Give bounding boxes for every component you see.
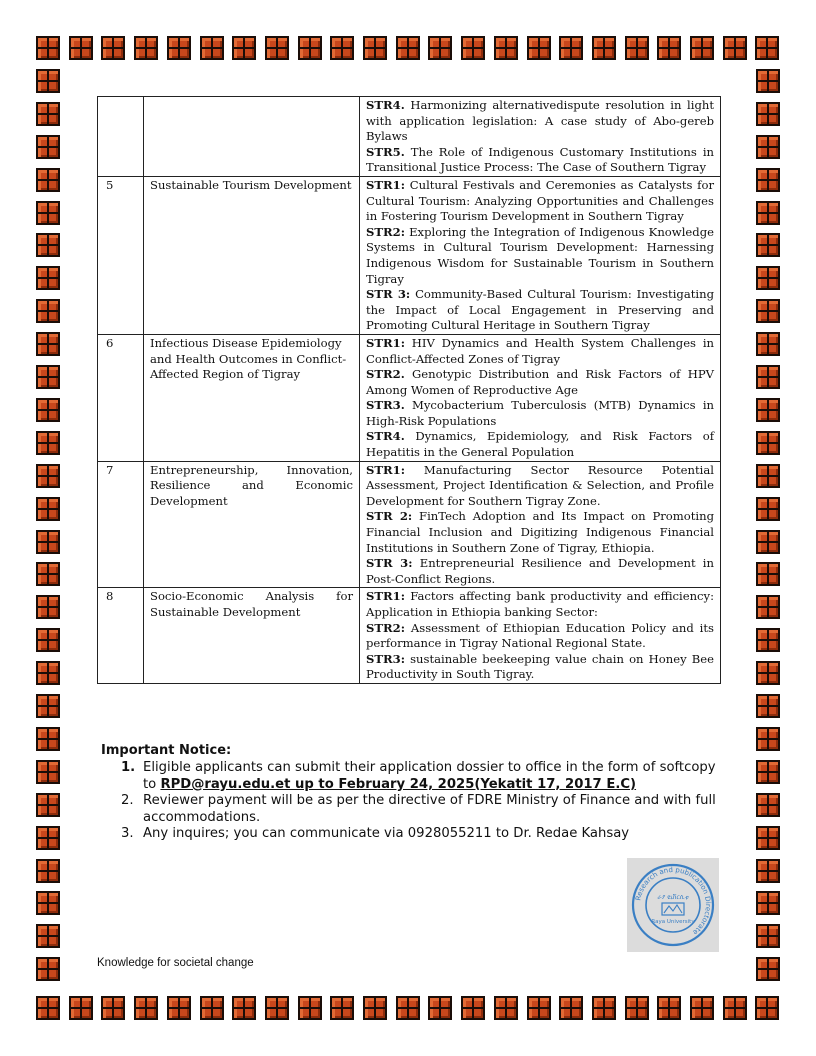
thematic-area [144, 97, 360, 177]
sub-theme-title: The Role of Indigenous Customary Institutions in Transitional Justice Process: The Case of Southern Tigray [366, 144, 714, 175]
sub-theme-item [366, 367, 714, 398]
border-cube [559, 36, 583, 60]
border-cube [36, 957, 60, 981]
sub-theme-code: STR1: [366, 335, 405, 350]
border-cube [461, 996, 485, 1020]
sub-theme-item [366, 509, 714, 556]
border-cube [101, 996, 125, 1020]
border-cube [265, 996, 289, 1020]
sub-theme-item [366, 463, 714, 510]
border-cube [69, 36, 93, 60]
sub-theme-code: STR2: [366, 224, 405, 239]
submission-email-deadline[interactable]: RPD@rayu.edu.et up to February 24, 2025(Yekatit 17, 2017 E.C) [160, 776, 637, 792]
sub-theme-code: STR1: [366, 462, 405, 477]
sub-theme-item [366, 398, 714, 429]
border-cube [494, 36, 518, 60]
sub-theme-code: STR 3: [366, 287, 411, 302]
border-cube [625, 996, 649, 1020]
border-cube [396, 996, 420, 1020]
border-cube [298, 36, 322, 60]
border-cube [330, 996, 354, 1020]
border-cube [756, 233, 780, 257]
sub-theme-title: Community-Based Cultural Tourism: Investigating the Impact of Local Engagement in Preserving and Promoting Cultural Heritage in Southern Tigray [366, 287, 714, 333]
border-cube [494, 996, 518, 1020]
sub-theme-title: FinTech Adoption and Its Impact on Promoting Financial Inclusion and Digitizing Indigenous Financial Institutions in Southern Zone of Tigray, Ethiopia. [366, 509, 714, 555]
border-cube [134, 996, 158, 1020]
border-cube [756, 694, 780, 718]
sub-theme-code: STR2. [366, 367, 405, 382]
seal-ring-text: Research and publication Directorate [634, 865, 713, 937]
border-cube [36, 36, 60, 60]
sub-theme-code: STR5. [366, 144, 405, 159]
notice-text: Eligible applicants can submit their application dossier to office in the form of softcopy to [143, 760, 716, 792]
sub-theme-title: Factors affecting bank productivity and efficiency: Application in Ethiopia banking Sector: [366, 589, 714, 619]
thematic-area: Sustainable Tourism Development [144, 176, 360, 334]
border-cube [36, 562, 60, 586]
sub-theme-code: STR1: [366, 177, 405, 192]
thematic-area: Entrepreneurship, Innovation, Resilience and Economic Development [144, 461, 360, 588]
border-cube [755, 36, 779, 60]
border-cube [428, 996, 452, 1020]
sub-thematic-areas [360, 334, 721, 461]
border-cube [756, 431, 780, 455]
border-cube [755, 996, 779, 1020]
border-cube [527, 996, 551, 1020]
sub-theme-title: Mycobacterium Tuberculosis (MTB) Dynamics in High-Risk Populations [366, 398, 714, 428]
table-row [98, 334, 721, 461]
border-cube [36, 628, 60, 652]
seal-top-text: ራያ ዩኒቨርሲቲ [657, 894, 689, 901]
border-cube [330, 36, 354, 60]
sub-theme-code: STR3. [366, 398, 405, 413]
border-cube [657, 36, 681, 60]
border-cube [36, 233, 60, 257]
border-cube [756, 102, 780, 126]
sub-theme-code: STR 3: [366, 556, 413, 571]
border-cube [756, 135, 780, 159]
border-cube [756, 497, 780, 521]
sub-theme-item [366, 225, 714, 287]
sub-thematic-areas [360, 461, 721, 588]
seal-bottom-text: Raya University [651, 919, 695, 925]
border-cube [36, 266, 60, 290]
table-row [98, 588, 721, 684]
sub-theme-title: Exploring the Integration of Indigenous Knowledge Systems in Cultural Tourism Development: Harnessing Indigenous Wisdom for Sustainable Tourism in Southern Tigray [366, 224, 714, 286]
sub-theme-item [366, 429, 714, 460]
border-cube [756, 562, 780, 586]
border-cube [756, 727, 780, 751]
notice-text: Reviewer payment will be as per the directive of FDRE Ministry of Finance and with full accommodations. [143, 793, 716, 825]
official-seal [627, 858, 719, 952]
border-cube [200, 36, 224, 60]
border-cube [101, 36, 125, 60]
border-cube [36, 69, 60, 93]
row-number: 7 [98, 461, 144, 588]
table-row [98, 97, 721, 177]
notice-text: Any inquires; you can communicate via 0928055211 to Dr. Redae Kahsay [143, 826, 630, 842]
border-cube [36, 727, 60, 751]
sub-theme-code: STR2: [366, 620, 405, 635]
border-cube [756, 793, 780, 817]
border-cube [756, 859, 780, 883]
border-cube [36, 661, 60, 685]
border-cube [363, 36, 387, 60]
row-number: 6 [98, 334, 144, 461]
border-cube [527, 36, 551, 60]
border-cube [36, 595, 60, 619]
border-cube [36, 924, 60, 948]
border-cube [756, 332, 780, 356]
row-number: 8 [98, 588, 144, 684]
border-cube [36, 365, 60, 389]
border-cube [461, 36, 485, 60]
sub-theme-title: Manufacturing Sector Resource Potential Assessment, Project Identification & Selection, and Profile Development for Southern Tigray Zone. [366, 462, 714, 508]
border-cube [756, 924, 780, 948]
border-cube [265, 36, 289, 60]
sub-theme-code: STR 2: [366, 509, 413, 524]
sub-thematic-areas [360, 588, 721, 684]
border-cube [36, 826, 60, 850]
border-cube [36, 996, 60, 1020]
border-cube [36, 102, 60, 126]
border-cube [592, 996, 616, 1020]
sub-theme-title: Cultural Festivals and Ceremonies as Catalysts for Cultural Tourism: Analyzing Opportunities and Challenges in Fostering Tourism Development in Southern Tigray [366, 177, 714, 224]
sub-theme-item [366, 178, 714, 225]
border-cube [657, 996, 681, 1020]
border-cube [756, 299, 780, 323]
sub-theme-item [366, 621, 714, 652]
sub-theme-title: Dynamics, Epidemiology, and Risk Factors of Hepatitis in the General Population [366, 429, 714, 460]
research-themes-table [97, 96, 721, 684]
notice-number: 2. [121, 793, 134, 809]
border-cube [36, 201, 60, 225]
border-cube [36, 431, 60, 455]
border-cube [36, 299, 60, 323]
notice-item-1 [101, 760, 731, 793]
border-cube [298, 996, 322, 1020]
border-cube [200, 996, 224, 1020]
border-cube [756, 760, 780, 784]
border-cube [756, 661, 780, 685]
border-cube [428, 36, 452, 60]
sub-theme-title: HIV Dynamics and Health System Challenges in Conflict-Affected Zones of Tigray [366, 335, 714, 366]
notice-item-2 [101, 793, 731, 826]
border-cube [167, 36, 191, 60]
border-cube [69, 996, 93, 1020]
sub-theme-item [366, 589, 714, 620]
thematic-area: Socio-Economic Analysis for Sustainable Development [144, 588, 360, 684]
border-cube [36, 332, 60, 356]
border-cube [756, 826, 780, 850]
sub-theme-item [366, 336, 714, 367]
border-cube [756, 168, 780, 192]
border-cube [36, 497, 60, 521]
sub-theme-code: STR1: [366, 589, 405, 604]
row-number [98, 97, 144, 177]
border-cube [36, 168, 60, 192]
border-cube [559, 996, 583, 1020]
sub-theme-item [366, 556, 714, 587]
sub-theme-title: Entrepreneurial Resilience and Development in Post-Conflict Regions. [366, 556, 714, 586]
seal-icon [631, 863, 715, 947]
border-cube [756, 69, 780, 93]
border-cube [756, 266, 780, 290]
border-cube [36, 793, 60, 817]
notice-number: 1. [121, 760, 136, 775]
sub-theme-item [366, 287, 714, 334]
notice-number: 3. [121, 826, 134, 842]
border-cube [36, 760, 60, 784]
sub-theme-code: STR3: [366, 651, 405, 666]
border-cube [756, 595, 780, 619]
border-cube [167, 996, 191, 1020]
footer-motto: Knowledge for societal change [97, 957, 254, 969]
sub-theme-title: Assessment of Ethiopian Education Policy and its performance in Tigray National Regional State. [366, 620, 714, 651]
notice-item-3 [101, 826, 731, 843]
sub-theme-code: STR4. [366, 98, 405, 112]
sub-theme-title: Genotypic Distribution and Risk Factors of HPV Among Women of Reproductive Age [366, 367, 714, 397]
sub-theme-code: STR4. [366, 429, 405, 444]
border-cube [756, 365, 780, 389]
border-cube [36, 464, 60, 488]
border-cube [396, 36, 420, 60]
border-cube [232, 996, 256, 1020]
border-cube [756, 201, 780, 225]
sub-thematic-areas [360, 176, 721, 334]
border-cube [36, 859, 60, 883]
border-cube [723, 996, 747, 1020]
table-row [98, 461, 721, 588]
sub-theme-item [366, 98, 714, 145]
border-cube [756, 530, 780, 554]
border-cube [625, 36, 649, 60]
border-cube [690, 996, 714, 1020]
border-cube [232, 36, 256, 60]
border-cube [756, 464, 780, 488]
sub-theme-title: Harmonizing alternativedispute resolution in light with application legislation: A case study of Abo-gereb Bylaws [366, 98, 714, 144]
border-cube [36, 398, 60, 422]
border-cube [36, 135, 60, 159]
sub-thematic-areas [360, 97, 721, 177]
border-cube [756, 957, 780, 981]
row-number: 5 [98, 176, 144, 334]
notice-list [101, 760, 731, 843]
sub-theme-item [366, 652, 714, 683]
important-notice [101, 743, 731, 843]
border-cube [36, 891, 60, 915]
border-cube [363, 996, 387, 1020]
table-row [98, 176, 721, 334]
border-cube [756, 891, 780, 915]
border-cube [592, 36, 616, 60]
notice-title: Important Notice: [101, 743, 232, 758]
border-cube [723, 36, 747, 60]
border-cube [36, 530, 60, 554]
thematic-area: Infectious Disease Epidemiology and Health Outcomes in Conflict-Affected Region of Tigray [144, 334, 360, 461]
border-cube [756, 628, 780, 652]
border-cube [134, 36, 158, 60]
border-cube [756, 398, 780, 422]
border-cube [690, 36, 714, 60]
sub-theme-item [366, 145, 714, 176]
sub-theme-title: sustainable beekeeping value chain on Honey Bee Productivity in South Tigray. [366, 651, 714, 682]
border-cube [36, 694, 60, 718]
